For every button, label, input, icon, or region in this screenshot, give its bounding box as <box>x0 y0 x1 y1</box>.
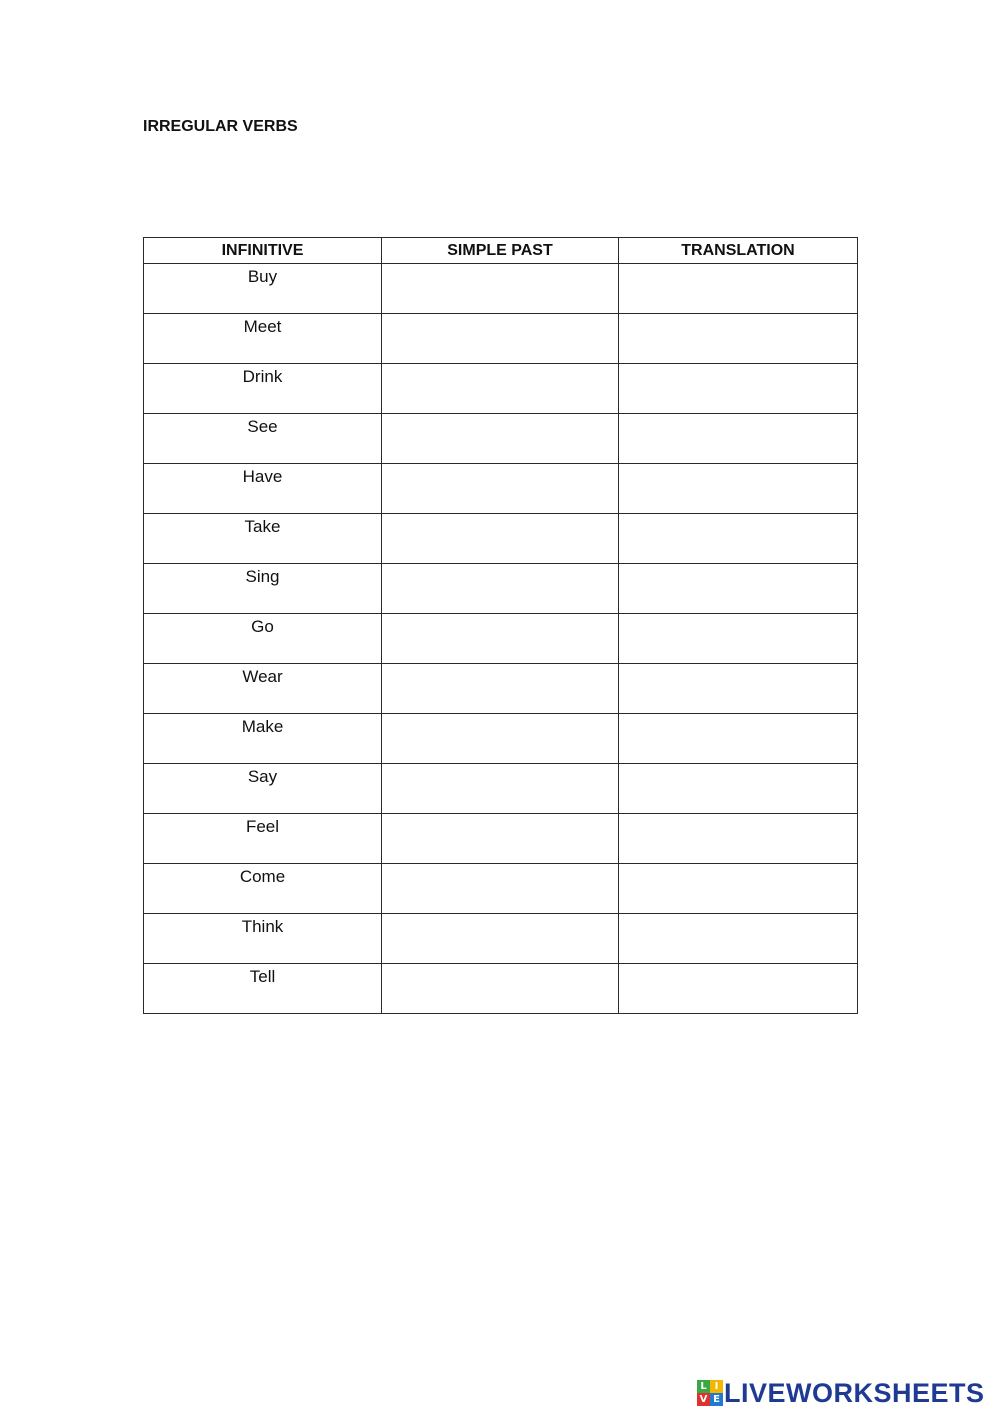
translation-cell[interactable] <box>619 914 858 964</box>
infinitive-cell <box>144 964 382 1014</box>
infinitive-cell <box>144 314 382 364</box>
translation-cell[interactable] <box>619 764 858 814</box>
infinitive-text: See <box>247 417 278 436</box>
translation-cell[interactable] <box>619 364 858 414</box>
infinitive-cell <box>144 914 382 964</box>
table-row <box>144 464 858 514</box>
infinitive-cell <box>144 464 382 514</box>
simple-past-cell[interactable] <box>382 714 619 764</box>
infinitive-cell <box>144 864 382 914</box>
table-row <box>144 964 858 1014</box>
header-translation: TRANSLATION <box>619 238 858 264</box>
infinitive-cell <box>144 764 382 814</box>
infinitive-text: Drink <box>242 367 283 386</box>
translation-cell[interactable] <box>619 864 858 914</box>
translation-cell[interactable] <box>619 664 858 714</box>
table-row <box>144 914 858 964</box>
simple-past-cell[interactable] <box>382 414 619 464</box>
table-row <box>144 364 858 414</box>
table-row <box>144 714 858 764</box>
infinitive-text: Buy <box>247 267 278 286</box>
logo-cell: E <box>710 1393 723 1406</box>
simple-past-cell[interactable] <box>382 914 619 964</box>
simple-past-cell[interactable] <box>382 614 619 664</box>
infinitive-text: Think <box>241 917 284 936</box>
translation-cell[interactable] <box>619 464 858 514</box>
simple-past-cell[interactable] <box>382 964 619 1014</box>
table-row <box>144 614 858 664</box>
header-infinitive: INFINITIVE <box>144 238 382 264</box>
infinitive-text: Say <box>247 767 278 786</box>
header-simple-past: SIMPLE PAST <box>382 238 619 264</box>
translation-cell[interactable] <box>619 514 858 564</box>
logo-cell: I <box>710 1380 723 1393</box>
simple-past-cell[interactable] <box>382 264 619 314</box>
infinitive-text: Meet <box>243 317 282 336</box>
table-row <box>144 814 858 864</box>
infinitive-cell <box>144 514 382 564</box>
infinitive-cell <box>144 664 382 714</box>
table-header-row <box>144 238 858 264</box>
infinitive-text: Have <box>242 467 283 486</box>
translation-cell[interactable] <box>619 414 858 464</box>
logo-cell: L <box>697 1380 710 1393</box>
table-row <box>144 664 858 714</box>
table-row <box>144 264 858 314</box>
irregular-verbs-table <box>143 237 858 1014</box>
simple-past-cell[interactable] <box>382 314 619 364</box>
translation-cell[interactable] <box>619 814 858 864</box>
infinitive-text: Take <box>244 517 281 536</box>
translation-cell[interactable] <box>619 714 858 764</box>
simple-past-cell[interactable] <box>382 814 619 864</box>
infinitive-text: Go <box>251 617 274 636</box>
translation-cell[interactable] <box>619 614 858 664</box>
infinitive-text: Feel <box>245 817 280 836</box>
translation-cell[interactable] <box>619 314 858 364</box>
simple-past-cell[interactable] <box>382 764 619 814</box>
infinitive-text: Make <box>241 717 284 736</box>
infinitive-cell <box>144 614 382 664</box>
simple-past-cell[interactable] <box>382 864 619 914</box>
infinitive-cell <box>144 564 382 614</box>
infinitive-cell <box>144 814 382 864</box>
table-row <box>144 414 858 464</box>
infinitive-text: Come <box>239 867 286 886</box>
infinitive-text: Sing <box>245 567 280 586</box>
infinitive-cell <box>144 414 382 464</box>
infinitive-cell <box>144 264 382 314</box>
infinitive-text: Wear <box>242 667 283 686</box>
logo-cell: V <box>697 1393 710 1406</box>
translation-cell[interactable] <box>619 564 858 614</box>
table-row <box>144 764 858 814</box>
infinitive-text: Tell <box>249 967 276 986</box>
table-row <box>144 314 858 364</box>
document-title: IRREGULAR VERBS <box>143 118 298 135</box>
simple-past-cell[interactable] <box>382 564 619 614</box>
infinitive-cell <box>144 714 382 764</box>
table-body <box>144 264 858 1014</box>
brand-text: LIVEWORKSHEETS <box>724 1377 985 1408</box>
infinitive-cell <box>144 364 382 414</box>
translation-cell[interactable] <box>619 964 858 1014</box>
table-row <box>144 864 858 914</box>
simple-past-cell[interactable] <box>382 664 619 714</box>
table-row <box>144 564 858 614</box>
liveworksheets-brand <box>697 1376 985 1410</box>
liveworksheets-logo-icon <box>697 1380 723 1406</box>
translation-cell[interactable] <box>619 264 858 314</box>
simple-past-cell[interactable] <box>382 364 619 414</box>
simple-past-cell[interactable] <box>382 464 619 514</box>
table-row <box>144 514 858 564</box>
simple-past-cell[interactable] <box>382 514 619 564</box>
